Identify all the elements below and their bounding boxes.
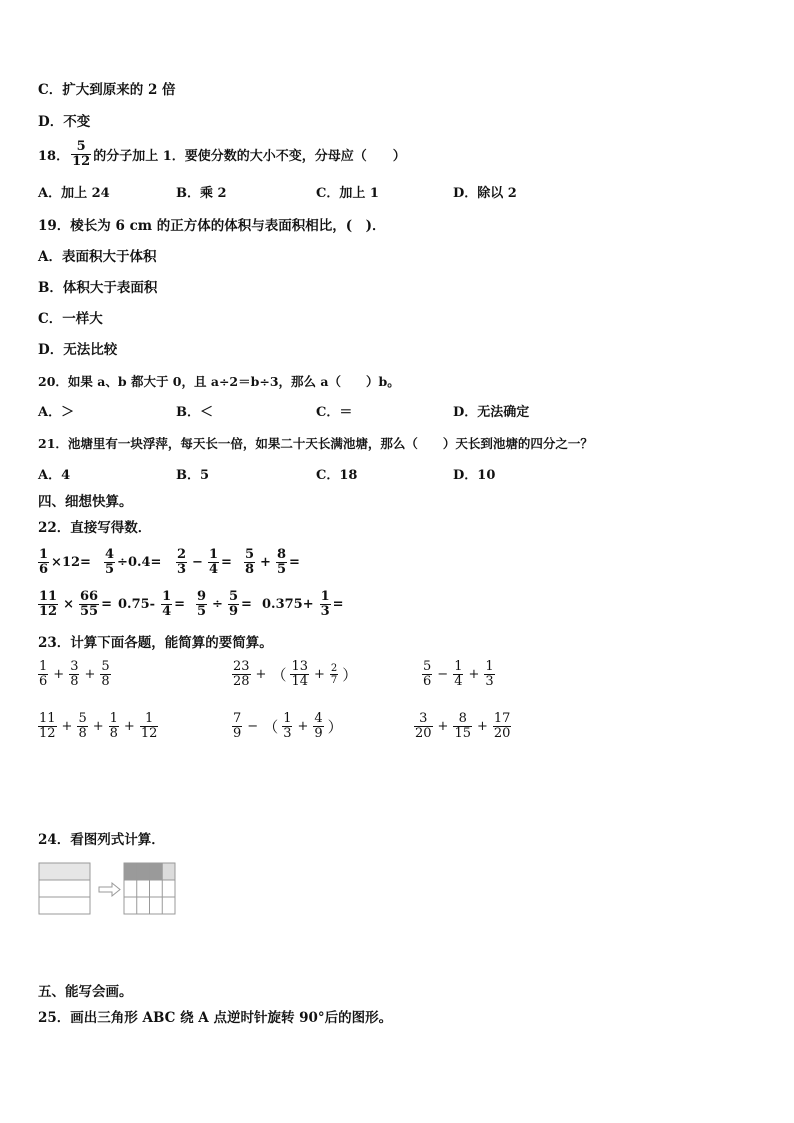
denominator: 3: [177, 562, 187, 577]
q17-option-d: D．不变: [38, 114, 91, 130]
numerator: 1: [162, 589, 172, 604]
numerator: 9: [197, 589, 207, 604]
numerator: 3: [419, 711, 428, 726]
q20-option-d: D．无法确定: [453, 405, 530, 420]
denominator: 20: [415, 726, 432, 741]
numerator: 1: [109, 711, 118, 726]
q18-option-a: A．加上 24: [38, 186, 110, 201]
denominator: 14: [291, 674, 309, 689]
numerator: 1: [320, 589, 330, 604]
fraction: [161, 590, 172, 619]
equals: =: [174, 597, 186, 612]
operator: +: [477, 719, 488, 734]
right-grid-figure: [124, 863, 175, 914]
expr-head: 0.375+: [262, 597, 314, 612]
denominator: 4: [208, 562, 218, 577]
denominator: 28: [233, 674, 250, 689]
denominator: 9: [233, 726, 242, 741]
q22-item-8: [262, 590, 344, 619]
q23-expr-6: [412, 712, 513, 741]
denominator: 4: [162, 604, 172, 619]
q22-stem: 22．直接写得数．: [38, 520, 152, 536]
q18-option-d: D．除以 2: [453, 186, 517, 201]
q23-expr-4: [36, 712, 160, 741]
denominator: 20: [493, 726, 511, 741]
operator: +: [53, 667, 65, 682]
q19-stem: 19．棱长为 6 cm 的正方体的体积与表面积相比，( )．: [38, 218, 386, 234]
numerator: 8: [458, 711, 467, 726]
operator: +: [61, 719, 73, 734]
denominator: 6: [423, 674, 432, 689]
denominator: 12: [39, 604, 58, 619]
q21-option-a: A．4: [38, 468, 71, 483]
fraction: [244, 548, 255, 577]
numerator: 2: [177, 547, 187, 562]
q20-stem: 20．如果 a、b 都大于 0，且 a÷2＝b÷3，那么 a（ ）b。: [38, 374, 400, 389]
denominator: 9: [314, 726, 323, 741]
q18-stem: [38, 140, 406, 169]
left-rectangle-figure: [39, 863, 90, 914]
numerator: 23: [233, 659, 250, 674]
denominator: 4: [454, 674, 463, 689]
denominator: 12: [39, 726, 56, 741]
numerator: 7: [233, 711, 242, 726]
right-paren: ）: [327, 718, 343, 736]
q18-option-b: B．乘 2: [176, 186, 227, 201]
equals: =: [221, 555, 232, 570]
q21-stem: 21．池塘里有一块浮萍，每天长一倍，如果二十天长满池塘，那么（ ）天长到池塘的四分之一？: [38, 436, 593, 451]
denominator: 8: [109, 726, 118, 741]
q23-expr-2: [230, 660, 359, 689]
denominator: 9: [228, 604, 238, 619]
numerator: 8: [276, 547, 286, 562]
numerator: 4: [314, 711, 323, 726]
denominator: 8: [70, 674, 79, 689]
numerator: 5: [245, 547, 255, 562]
numerator: 1: [454, 659, 463, 674]
denominator: 5: [276, 562, 286, 577]
expr-tail: ×12=: [51, 555, 91, 570]
q20-option-b: B．＜: [176, 405, 213, 420]
denominator: 3: [320, 604, 330, 619]
fraction: [330, 663, 338, 686]
q17-option-c: C．扩大到原来的 2 倍: [38, 82, 176, 98]
q19-option-d: D．无法比较: [38, 342, 118, 358]
fraction: [100, 660, 110, 689]
q19-option-a: A．表面积大于体积: [38, 249, 157, 265]
q23-expr-5: [230, 712, 345, 741]
operator: −: [247, 719, 259, 734]
denominator: 8: [78, 726, 87, 741]
denominator: 12: [140, 726, 158, 741]
numerator: 66: [80, 589, 99, 604]
denominator: 55: [80, 604, 99, 619]
left-paren: （: [271, 666, 287, 684]
q25-stem: 25．画出三角形 ABC 绕 A 点逆时针旋转 90°后的图形。: [38, 1010, 393, 1026]
denominator: 12: [72, 154, 91, 169]
q20-option-c: C．＝: [316, 405, 353, 420]
numerator: 5: [78, 711, 87, 726]
q19-option-b: B．体积大于表面积: [38, 280, 158, 296]
section-4-heading: 四、细想快算。: [38, 494, 133, 510]
fraction: [140, 712, 159, 741]
fraction: [69, 660, 79, 689]
q21-option-b: B．5: [176, 468, 210, 483]
fraction: [232, 660, 251, 689]
q22-item-1: [36, 548, 91, 577]
q24-figure: [38, 862, 178, 916]
numerator: 1: [39, 547, 49, 562]
q18-text: 的分子加上 1．要使分数的大小不变，分母应（ ）: [93, 149, 406, 164]
fraction: [232, 712, 242, 741]
fraction: [208, 548, 219, 577]
numerator: 1: [208, 547, 218, 562]
operator: +: [123, 719, 135, 734]
numerator: 17: [493, 711, 511, 726]
q18-fraction: [71, 140, 91, 169]
fraction: [38, 660, 48, 689]
q18-number: 18．: [38, 149, 70, 164]
right-paren: ）: [342, 666, 358, 684]
fraction: [290, 660, 309, 689]
fraction: [414, 712, 433, 741]
fraction: [109, 712, 119, 741]
equals: =: [332, 597, 344, 612]
numerator: 11: [39, 711, 56, 726]
operator: +: [468, 667, 480, 682]
expr-head: 0.75-: [118, 597, 156, 612]
q24-stem: 24．看图列式计算．: [38, 832, 165, 848]
q20-option-a: A．＞: [38, 405, 75, 420]
operator: −: [437, 667, 449, 682]
numerator: 1: [485, 659, 494, 674]
operator: +: [92, 719, 104, 734]
denominator: 7: [330, 675, 338, 686]
numerator: 1: [39, 659, 48, 674]
fraction: [38, 590, 58, 619]
fraction: [422, 660, 432, 689]
q23-expr-3: [420, 660, 497, 689]
section-5-heading: 五、能写会画。: [38, 984, 133, 1000]
q23-stem: 23．计算下面各题，能简算的要简算。: [38, 635, 273, 651]
fraction: [453, 712, 472, 741]
fraction: [79, 590, 99, 619]
q23-expr-1: [36, 660, 113, 689]
numerator: 5: [423, 659, 432, 674]
fraction: [282, 712, 292, 741]
left-paren: （: [263, 718, 279, 736]
denominator: 15: [454, 726, 471, 741]
operator: +: [260, 555, 271, 570]
fraction: [38, 548, 49, 577]
numerator: 5: [101, 659, 110, 674]
fraction: [493, 712, 512, 741]
q22-item-2: [102, 548, 161, 577]
operator: +: [297, 719, 309, 734]
equals: =: [101, 597, 112, 612]
q22-item-6: [118, 590, 185, 619]
denominator: 3: [283, 726, 292, 741]
q21-option-d: D．10: [453, 468, 496, 483]
numerator: 13: [291, 659, 309, 674]
q22-item-7: [194, 590, 252, 619]
fraction: [228, 590, 239, 619]
operator: ÷: [212, 597, 223, 612]
fraction: [77, 712, 87, 741]
fraction: [104, 548, 115, 577]
denominator: 8: [245, 562, 255, 577]
arrow-icon: [99, 883, 120, 896]
operator: +: [314, 667, 325, 682]
fraction: [453, 660, 463, 689]
fraction: [484, 660, 494, 689]
expr-tail: ÷0.4=: [117, 555, 162, 570]
fraction: [313, 712, 323, 741]
equals: =: [289, 555, 300, 570]
denominator: 6: [39, 562, 49, 577]
denominator: 6: [39, 674, 48, 689]
fraction: [196, 590, 207, 619]
numerator: 5: [228, 589, 238, 604]
numerator: 5: [76, 139, 86, 154]
operator: +: [437, 719, 449, 734]
fraction: [176, 548, 187, 577]
numerator: 1: [144, 711, 154, 726]
q21-option-c: C．18: [316, 468, 358, 483]
q19-option-c: C．一样大: [38, 311, 103, 327]
q18-option-c: C．加上 1: [316, 186, 379, 201]
operator: −: [192, 555, 203, 570]
numerator: 1: [283, 711, 292, 726]
denominator: 5: [197, 604, 207, 619]
numerator: 11: [39, 589, 58, 604]
denominator: 8: [101, 674, 110, 689]
operator: ×: [63, 597, 74, 612]
q22-item-4: [242, 548, 300, 577]
equals: =: [241, 597, 252, 612]
operator: +: [255, 667, 267, 682]
denominator: 3: [485, 674, 494, 689]
q22-item-5: [36, 590, 112, 619]
fraction: [320, 590, 331, 619]
numerator: 3: [70, 659, 79, 674]
numerator: 2: [330, 663, 338, 674]
numerator: 4: [105, 547, 115, 562]
fraction: [38, 712, 57, 741]
fraction: [276, 548, 287, 577]
q22-item-3: [174, 548, 232, 577]
operator: +: [84, 667, 96, 682]
denominator: 5: [105, 562, 115, 577]
